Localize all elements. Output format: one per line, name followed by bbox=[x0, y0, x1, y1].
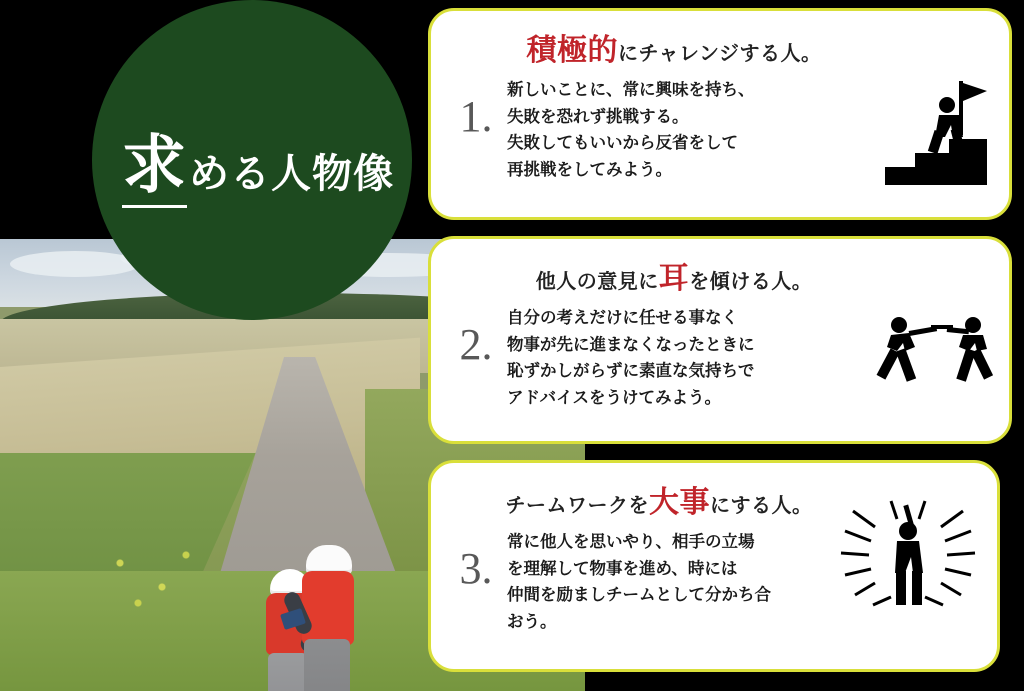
card-3-line-1: 常に他人を思いやり、相手の立場 bbox=[507, 532, 755, 551]
card-1-description bbox=[507, 75, 871, 184]
card-2-heading-pre: 他人の意見に bbox=[535, 269, 659, 293]
card-3-line-2: を理解して物事を進め、時には bbox=[507, 558, 738, 578]
card-2-heading-accent: 耳 bbox=[658, 261, 690, 296]
page-title-kanji: 求 bbox=[122, 129, 187, 208]
card-3-description bbox=[507, 527, 829, 636]
card-2-line-1: 自分の考えだけに任せる事なく bbox=[507, 308, 738, 327]
card-2-description bbox=[507, 303, 871, 412]
page-title-rest: める人物像 bbox=[189, 151, 394, 197]
yellow-flowers bbox=[96, 539, 216, 619]
card-1-line-1: 新しいことに、常に興味を持ち、 bbox=[507, 80, 755, 99]
card-3-body bbox=[445, 527, 983, 636]
card-3-line-4: おう。 bbox=[507, 612, 557, 632]
card-1-heading-rest: にチャレンジする人。 bbox=[618, 41, 822, 65]
title-circle-badge bbox=[92, 0, 412, 320]
value-card-1[interactable] bbox=[428, 8, 1012, 220]
flag-on-podium-icon bbox=[875, 75, 995, 193]
helmet-icon bbox=[306, 545, 352, 574]
two-people-passing-baton-icon bbox=[875, 303, 995, 421]
card-1-line-3: 失敗してもいいから反省をして bbox=[507, 133, 738, 153]
value-cards bbox=[428, 8, 1018, 683]
person-raising-hand-shining-icon bbox=[833, 493, 983, 623]
card-3-line-3: 仲間を励ましチームとして分かち合 bbox=[507, 585, 771, 605]
card-3-number: 3. bbox=[459, 544, 493, 593]
card-2-line-3: 恥ずかしがらずに素直な気持ちで bbox=[507, 361, 755, 381]
card-2-number: 2. bbox=[459, 320, 493, 369]
card-1-heading bbox=[445, 25, 995, 69]
card-1-line-2: 失敗を恐れず挑戦する。 bbox=[507, 106, 689, 126]
card-3-heading-rest: にする人。 bbox=[710, 493, 813, 517]
card-3-heading-pre: チームワークを bbox=[505, 493, 649, 517]
card-3-heading-accent: 大事 bbox=[649, 485, 710, 520]
work-pants bbox=[304, 639, 350, 691]
card-1-number: 1. bbox=[459, 92, 493, 141]
page-title bbox=[122, 114, 394, 206]
card-2-heading bbox=[445, 253, 995, 297]
card-2-line-4: アドバイスをうけてみよう。 bbox=[507, 388, 722, 408]
card-1-heading-accent: 積極的 bbox=[526, 33, 619, 68]
card-2-body bbox=[445, 303, 995, 421]
card-1-line-4: 再挑戦をしてみよう。 bbox=[507, 160, 672, 180]
card-2-heading-rest: を傾ける人。 bbox=[689, 269, 813, 293]
value-card-3[interactable] bbox=[428, 460, 1000, 672]
card-2-line-2: 物事が先に進まなくなったときに bbox=[507, 334, 755, 354]
value-card-2[interactable] bbox=[428, 236, 1012, 444]
work-pants bbox=[268, 653, 308, 691]
safety-vest bbox=[302, 571, 354, 645]
card-1-body bbox=[445, 75, 995, 193]
